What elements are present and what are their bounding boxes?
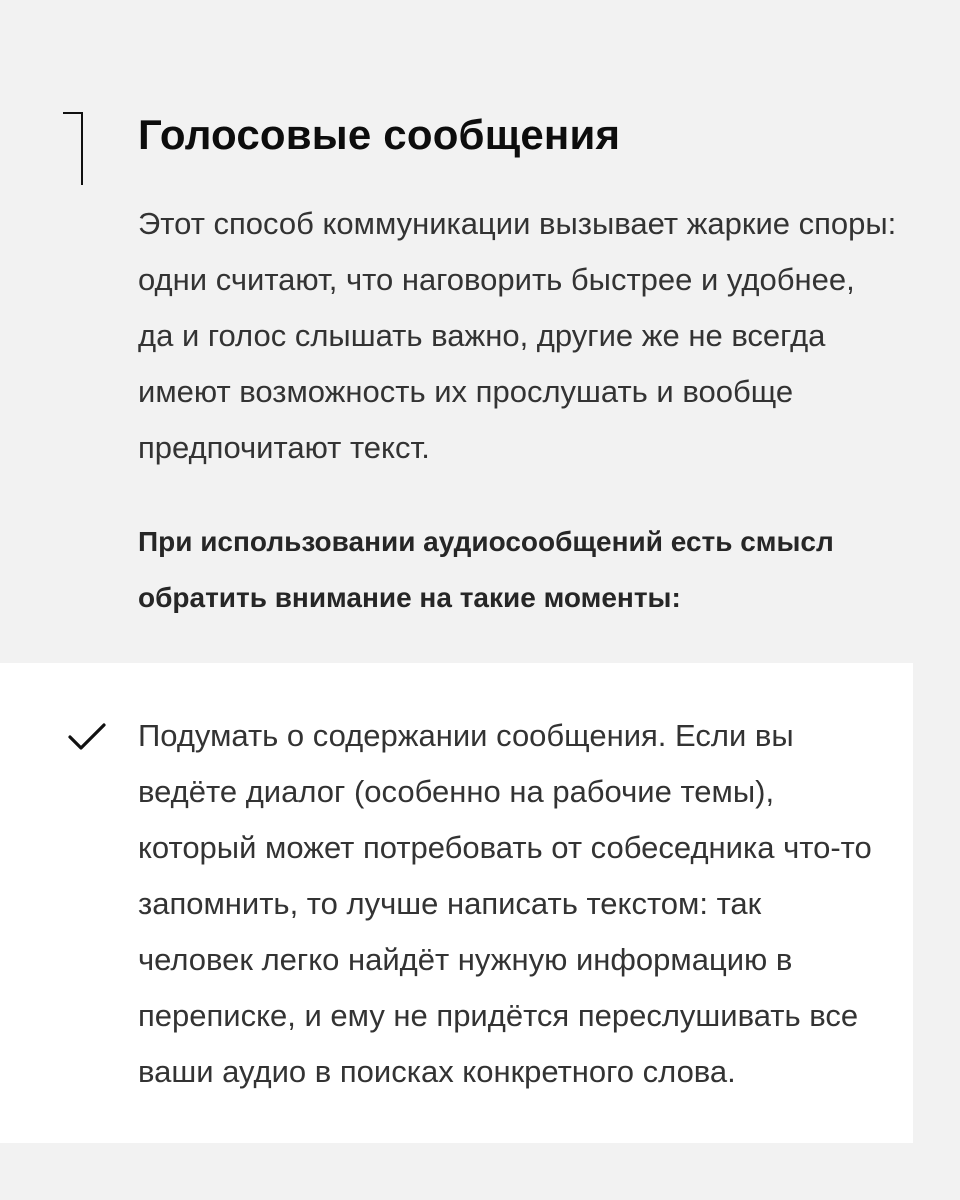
- section-title: Голосовые сообщения: [138, 111, 621, 158]
- tip-text: Подумать о содержании сообщения. Если вы ведёте диалог (особенно на рабочие темы), который может потребовать от собеседника что-то запомнить, то лучше написать текстом: так человек легко найдёт нужную информацию в переписке, и ему не придётся переслушивать все ваши аудио в поисках конкретного слова.: [138, 718, 872, 1089]
- corner-bracket-decoration: [63, 112, 83, 185]
- checkmark-icon: [67, 720, 107, 754]
- intro-paragraph: Этот способ коммуникации вызывает жаркие споры: одни считают, что наговорить быстрее и удобнее, да и голос слышать важно, другие же не всегда имеют возможность их прослушать и вообще предпочитают текст.: [138, 206, 897, 465]
- lead-paragraph: При использовании аудиосообщений есть смысл обратить внимание на такие моменты:: [138, 526, 834, 613]
